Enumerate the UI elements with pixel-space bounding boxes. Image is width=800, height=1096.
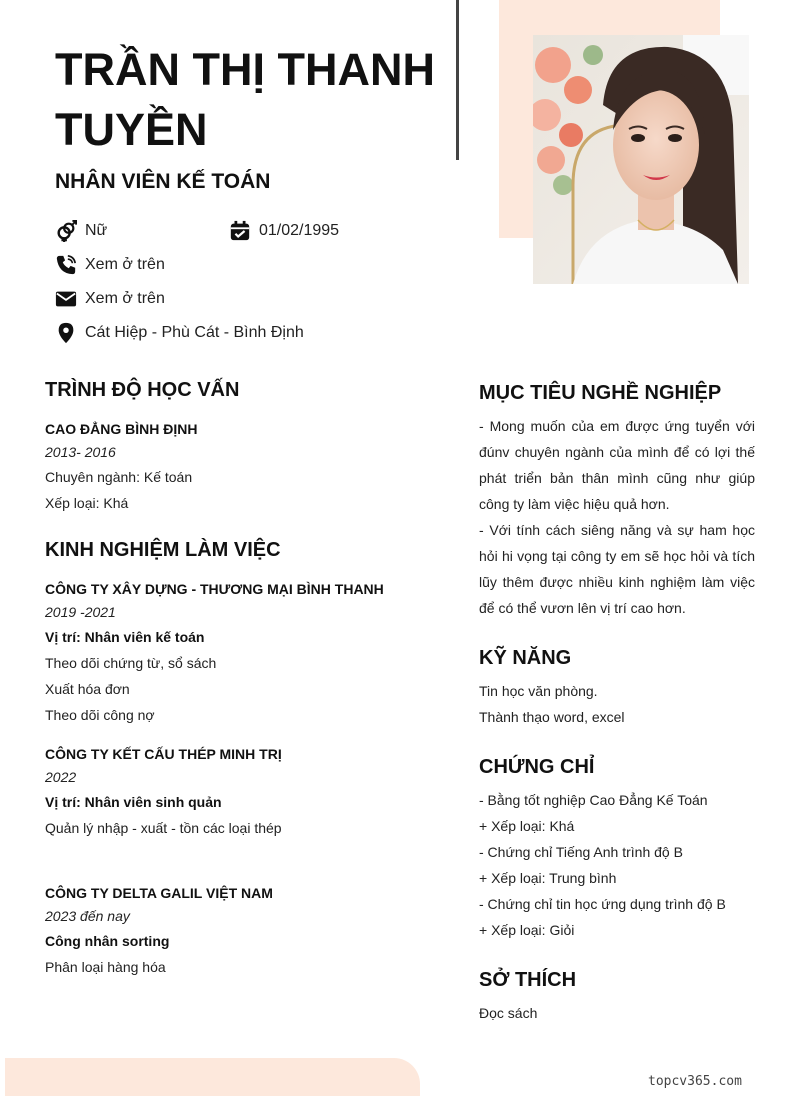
certificate-item: + Xếp loại: Trung bình [479,870,617,886]
certificate-item: - Chứng chỉ Tiếng Anh trình độ B [479,844,683,860]
job-company: CÔNG TY DELTA GALIL VIỆT NAM [45,885,273,901]
site-watermark: topcv365.com [648,1074,742,1089]
job-task: Theo dõi công nợ [45,707,155,723]
email-value: Xem ở trên [85,290,165,307]
job-company: CÔNG TY XÂY DỰNG - THƯƠNG MẠI BÌNH THANH [45,581,384,597]
certificate-item: + Xếp loại: Khá [479,818,575,834]
job-role: Vị trí: Nhân viên sinh quản [45,794,222,810]
experience-heading: KINH NGHIỆM LÀM VIỆC [45,539,281,561]
skill-item: Thành thạo word, excel [479,709,625,725]
envelope-icon [55,288,77,310]
address-value: Cát Hiệp - Phù Cát - Bình Định [85,324,304,341]
education-grade: Xếp loại: Khá [45,495,129,511]
phone-icon [55,254,77,276]
job-task: Quản lý nhập - xuất - tồn các loại thép [45,820,282,836]
education-school: CAO ĐẲNG BÌNH ĐỊNH [45,421,198,437]
job-task: Xuất hóa đơn [45,681,130,697]
objective-paragraph: - Với tính cách siêng năng và sự ham học hỏi hi vọng tại công ty em sẽ học hỏi và tích lũy thêm được nhiều kinh nghiệm làm việc để có thể vươn lên vị trí cao hơn. [479,522,755,616]
email-row [55,288,165,310]
skills-heading: KỸ NĂNG [479,647,572,669]
profile-photo [533,35,749,284]
birthday-row [229,220,339,242]
candidate-name: TRẦN THỊ THANH TUYỀN [55,44,435,155]
phone-row [55,254,165,276]
job-title: NHÂN VIÊN KẾ TOÁN [55,170,271,193]
job-task: Phân loại hàng hóa [45,959,166,975]
education-heading: TRÌNH ĐỘ HỌC VẤN [45,379,240,401]
certificate-item: - Bằng tốt nghiệp Cao Đẳng Kế Toán [479,792,708,808]
objective-paragraph: - Mong muốn của em được ứng tuyển với đúnv chuyên ngành của mình để có lợi thế phát triển bản thân mình cũng như giúp công ty làm việc hiệu quả hơn. [479,418,755,512]
address-row [55,322,304,344]
job-role: Công nhân sorting [45,933,170,949]
certificate-item: - Chứng chỉ tin học ứng dụng trình độ B [479,896,726,912]
gender-value: Nữ [85,222,108,239]
job-years: 2023 đến nay [45,908,130,924]
certificate-item: + Xếp loại: Giỏi [479,922,575,938]
education-years: 2013- 2016 [45,444,116,460]
objective-heading: MỤC TIÊU NGHỀ NGHIỆP [479,382,722,404]
job-years: 2019 -2021 [45,604,116,620]
calendar-icon [229,220,251,242]
location-pin-icon [55,322,77,344]
job-company: CÔNG TY KẾT CẤU THÉP MINH TRỊ [45,746,282,762]
hobby-item: Đọc sách [479,1005,538,1021]
footer-accent-shape [5,1058,420,1096]
gender-icon [55,220,77,242]
education-major: Chuyên ngành: Kế toán [45,469,193,485]
hobbies-heading: SỞ THÍCH [479,969,577,991]
birthday-value: 01/02/1995 [259,222,340,239]
job-role: Vị trí: Nhân viên kế toán [45,629,205,645]
gender-row [55,220,107,242]
portrait-illustration [533,35,749,284]
job-years: 2022 [45,769,77,785]
header-divider [456,0,459,160]
skill-item: Tin học văn phòng. [479,683,598,699]
job-task: Theo dõi chứng từ, sổ sách [45,655,217,671]
phone-value: Xem ở trên [85,256,165,273]
certificates-heading: CHỨNG CHỈ [479,756,595,778]
